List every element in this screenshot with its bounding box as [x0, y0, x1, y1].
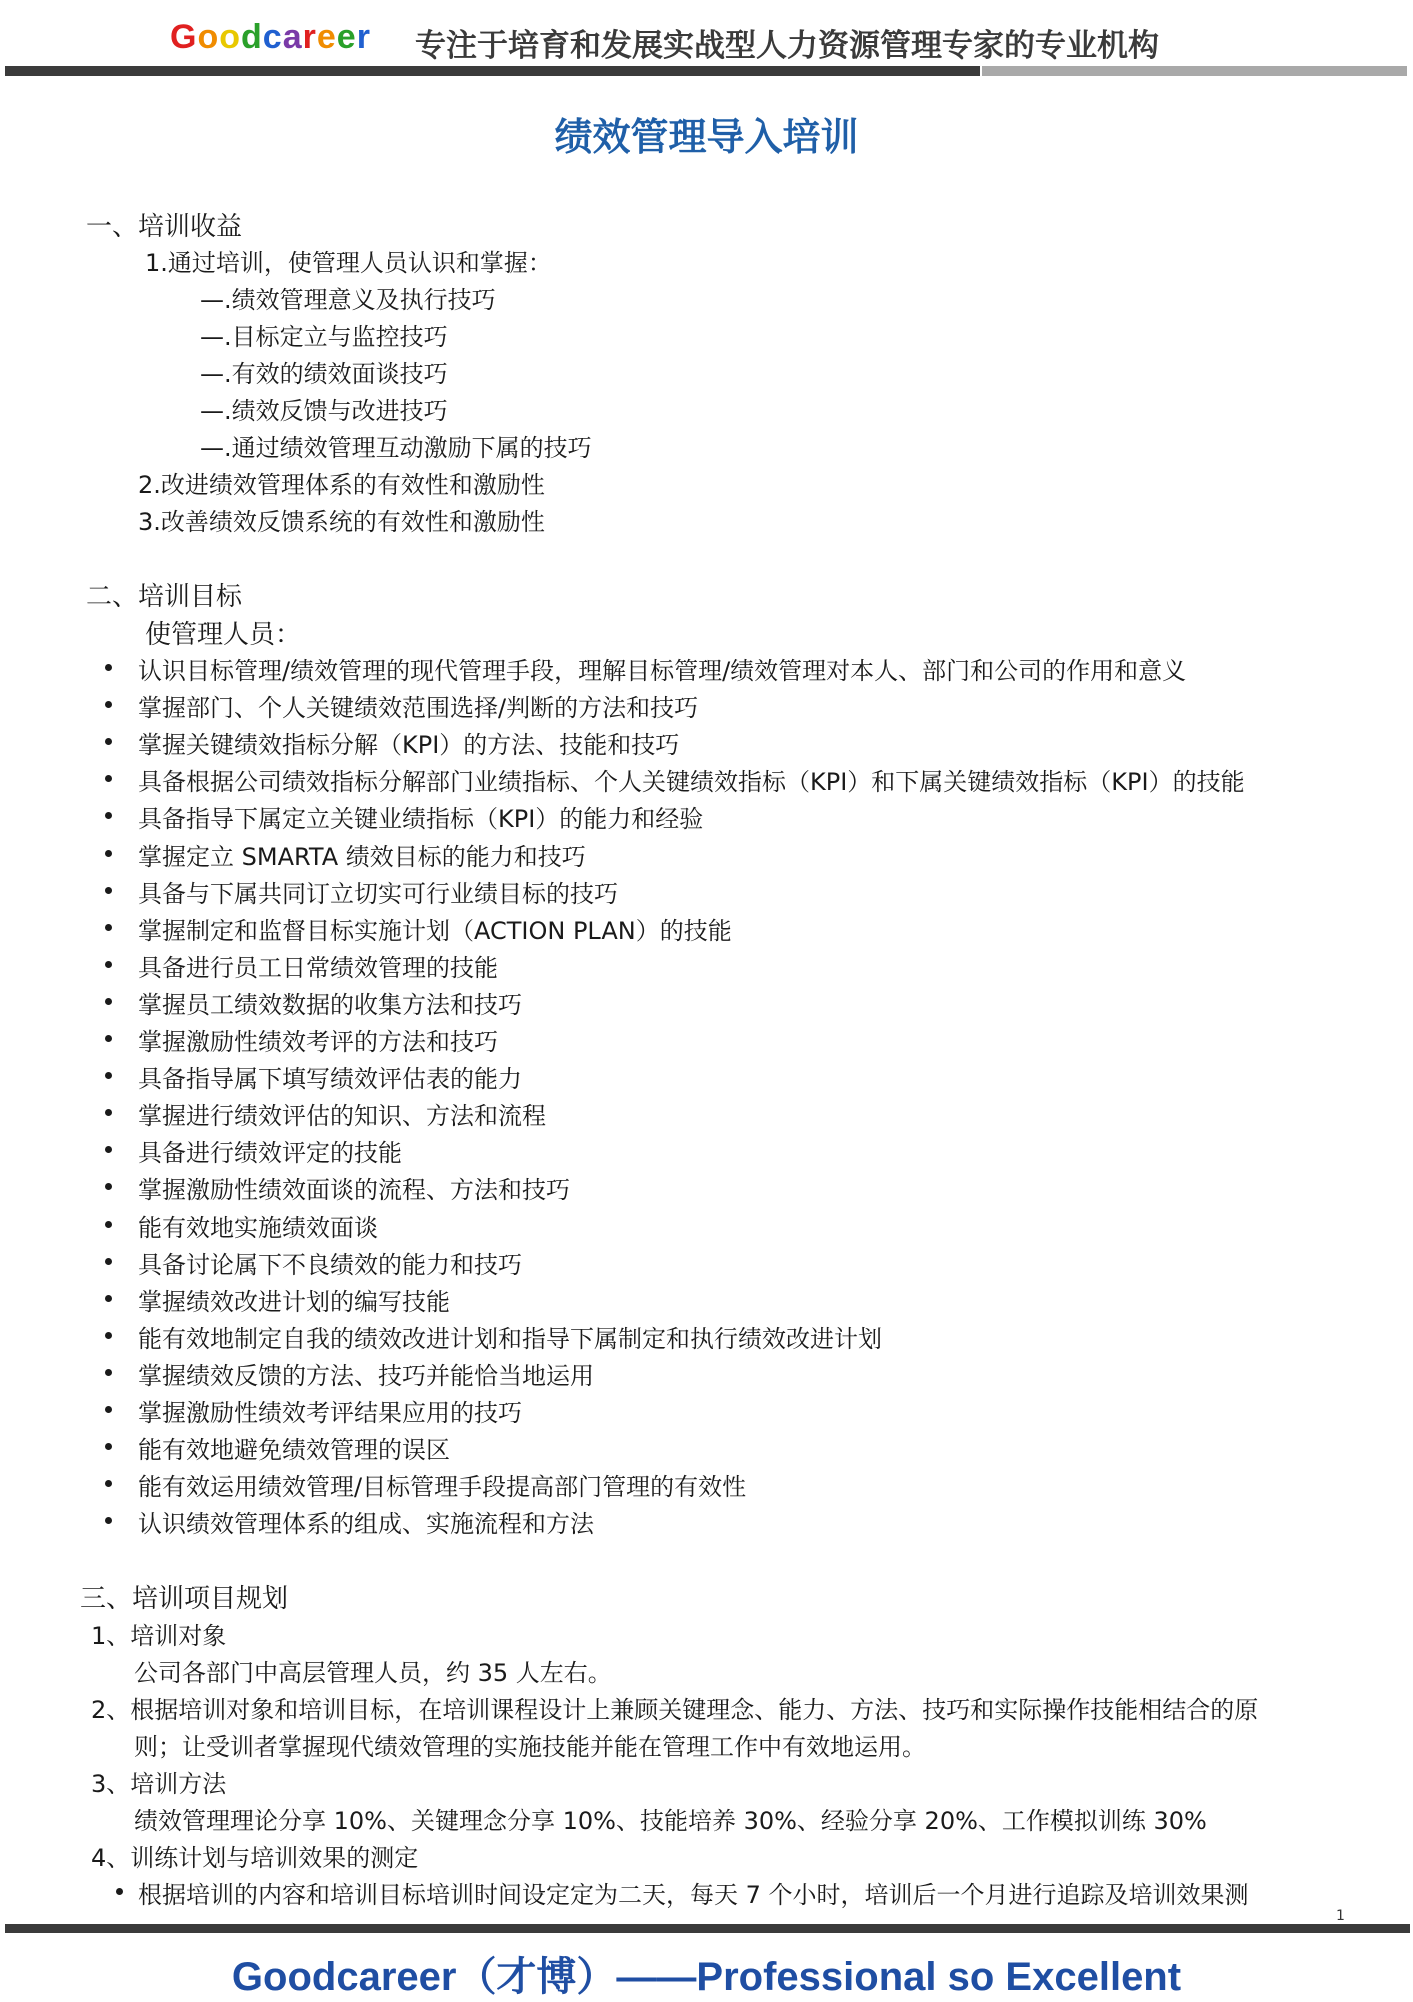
brand-letter: r: [302, 18, 317, 56]
bullet-dot: [105, 1258, 112, 1265]
bullet-dot: [105, 1183, 112, 1190]
bullet-dot: [105, 1369, 112, 1376]
section3-p1-text: 公司各部门中高层管理人员，约 35 人左右。: [134, 1659, 612, 1687]
section2-bullet-item: 掌握激励性绩效考评结果应用的技巧: [138, 1399, 522, 1427]
page-header: [0, 0, 1413, 80]
section2-bullet-item: 具备进行绩效评定的技能: [138, 1139, 402, 1168]
brand-letter: o: [197, 18, 220, 56]
section3-p3-text: 绩效管理理论分享 10%、关键理念分享 10%、技能培养 30%、经验分享 20%、工作模拟训练 30%: [134, 1807, 1207, 1835]
bullet-dot: [105, 1035, 112, 1042]
section3-p3-title: 3、培训方法: [91, 1770, 227, 1798]
section2-bullet-item: 具备指导属下填写绩效评估表的能力: [138, 1065, 522, 1094]
header-rule-light: [982, 66, 1407, 76]
section2-bullet-item: 能有效运用绩效管理/目标管理手段提高部门管理的有效性: [138, 1473, 747, 1502]
header-rule-dark: [5, 66, 980, 76]
section3-p4-bullet-dot: [116, 1888, 123, 1895]
bullet-dot: [105, 738, 112, 745]
footer-slogan: Goodcareer（才博）——Professional so Excellent: [231, 1955, 1182, 1999]
page-number: 1: [1336, 1908, 1345, 1924]
section2-heading: 二、培训目标: [86, 582, 243, 612]
section2-bullet-item: 能有效地避免绩效管理的误区: [138, 1436, 450, 1465]
brand-letter: e: [336, 18, 357, 56]
section1-sub-item: —.通过绩效管理互动激励下属的技巧: [200, 434, 592, 462]
bullet-dot: [105, 1295, 112, 1302]
section2-bullet-item: 掌握定立 SMARTA 绩效目标的能力和技巧: [138, 842, 586, 871]
section2-bullet-item: 掌握关键绩效指标分解（KPI）的方法、技能和技巧: [138, 731, 680, 760]
section3-p2-line1: 2、根据培训对象和培训目标，在培训课程设计上兼顾关键理念、能力、方法、技巧和实际操作技能相结合的原: [91, 1696, 1259, 1724]
section2-bullet-item: 掌握进行绩效评估的知识、方法和流程: [138, 1102, 546, 1131]
section1-heading: 一、培训收益: [86, 212, 243, 242]
bullet-dot: [105, 775, 112, 782]
section2-bullet-item: 掌握绩效反馈的方法、技巧并能恰当地运用: [138, 1361, 594, 1390]
section2-intro: 使管理人员：: [145, 620, 302, 650]
bullet-dot: [105, 998, 112, 1005]
section2-bullet-item: 认识绩效管理体系的组成、实施流程和方法: [138, 1510, 594, 1539]
bullet-dot: [105, 924, 112, 931]
section2-bullet-item: 具备讨论属下不良绩效的能力和技巧: [138, 1250, 522, 1279]
brand-letter: o: [219, 18, 242, 56]
bullet-dot: [105, 1072, 112, 1079]
brand-letter: d: [241, 18, 263, 56]
section2-bullet-item: 具备与下属共同订立切实可行业绩目标的技巧: [138, 879, 618, 908]
section1-sub-item: —.有效的绩效面谈技巧: [200, 360, 448, 388]
section2-bullet-item: 具备根据公司绩效指标分解部门业绩指标、个人关键绩效指标（KPI）和下属关键绩效指标（KPI）的技能: [138, 768, 1245, 797]
bullet-dot: [105, 1146, 112, 1153]
brand-logo: [170, 18, 371, 57]
section2-bullet-item: 具备进行员工日常绩效管理的技能: [138, 953, 498, 982]
brand-letter: G: [170, 18, 198, 56]
brand-letter: e: [316, 18, 337, 56]
section2-bullet-item: 掌握制定和监督目标实施计划（ACTION PLAN）的技能: [138, 916, 732, 945]
bullet-dot: [105, 1109, 112, 1116]
section3-p4-bullet: 根据培训的内容和培训目标培训时间设定定为二天，每天 7 个小时，培训后一个月进行追踪及培训效果测: [138, 1881, 1249, 1909]
section2-bullet-item: 掌握激励性绩效考评的方法和技巧: [138, 1028, 498, 1056]
bullet-dot: [105, 1480, 112, 1487]
section2-bullet-item: 具备指导下属定立关键业绩指标（KPI）的能力和经验: [138, 805, 704, 834]
bullet-dot: [105, 812, 112, 819]
footer-rule: [5, 1924, 1410, 1933]
bullet-dot: [105, 1221, 112, 1228]
section3-p2-line2: 则；让受训者掌握现代绩效管理的实施技能并能在管理工作中有效地运用。: [134, 1733, 926, 1761]
section1-sub-item: —.绩效管理意义及执行技巧: [200, 286, 496, 314]
section3-p4-title: 4、训练计划与培训效果的测定: [91, 1844, 419, 1872]
section2-bullet-item: 掌握部门、个人关键绩效范围选择/判断的方法和技巧: [138, 694, 699, 723]
bullet-dot: [105, 1517, 112, 1524]
bullet-dot: [105, 664, 112, 671]
section3-heading: 三、培训项目规划: [80, 1584, 289, 1614]
section1-item2: 2.改进绩效管理体系的有效性和激励性: [138, 471, 545, 499]
bullet-dot: [105, 1443, 112, 1450]
section3-p1-title: 1、培训对象: [91, 1622, 227, 1650]
bullet-dot: [105, 1406, 112, 1413]
header-tagline: 专注于培育和发展实战型人力资源管理专家的专业机构: [415, 28, 1159, 64]
brand-letter: r: [356, 18, 371, 56]
section1-item1: 1.通过培训，使管理人员认识和掌握：: [145, 249, 552, 277]
section2-bullet-item: 掌握激励性绩效面谈的流程、方法和技巧: [138, 1176, 570, 1205]
brand-letter: c: [262, 18, 283, 56]
bullet-dot: [105, 1332, 112, 1339]
bullet-dot: [105, 850, 112, 857]
section1-sub-item: —.目标定立与监控技巧: [200, 323, 448, 351]
section2-bullet-item: 能有效地实施绩效面谈: [138, 1213, 378, 1242]
section1-item3: 3.改善绩效反馈系统的有效性和激励性: [138, 508, 545, 536]
section2-bullet-item: 掌握绩效改进计划的编写技能: [138, 1287, 450, 1316]
bullet-dot: [105, 887, 112, 894]
section1-sub-item: —.绩效反馈与改进技巧: [200, 397, 448, 425]
section2-bullet-item: 掌握员工绩效数据的收集方法和技巧: [138, 990, 522, 1019]
brand-letter: a: [282, 18, 303, 56]
section2-bullet-item: 认识目标管理/绩效管理的现代管理手段，理解目标管理/绩效管理对本人、部门和公司的作用和意义: [138, 657, 1187, 685]
bullet-dot: [105, 961, 112, 968]
bullet-dot: [105, 701, 112, 708]
document-title: 绩效管理导入培训: [554, 115, 859, 159]
section2-bullet-item: 能有效地制定自我的绩效改进计划和指导下属制定和执行绩效改进计划: [138, 1324, 882, 1353]
